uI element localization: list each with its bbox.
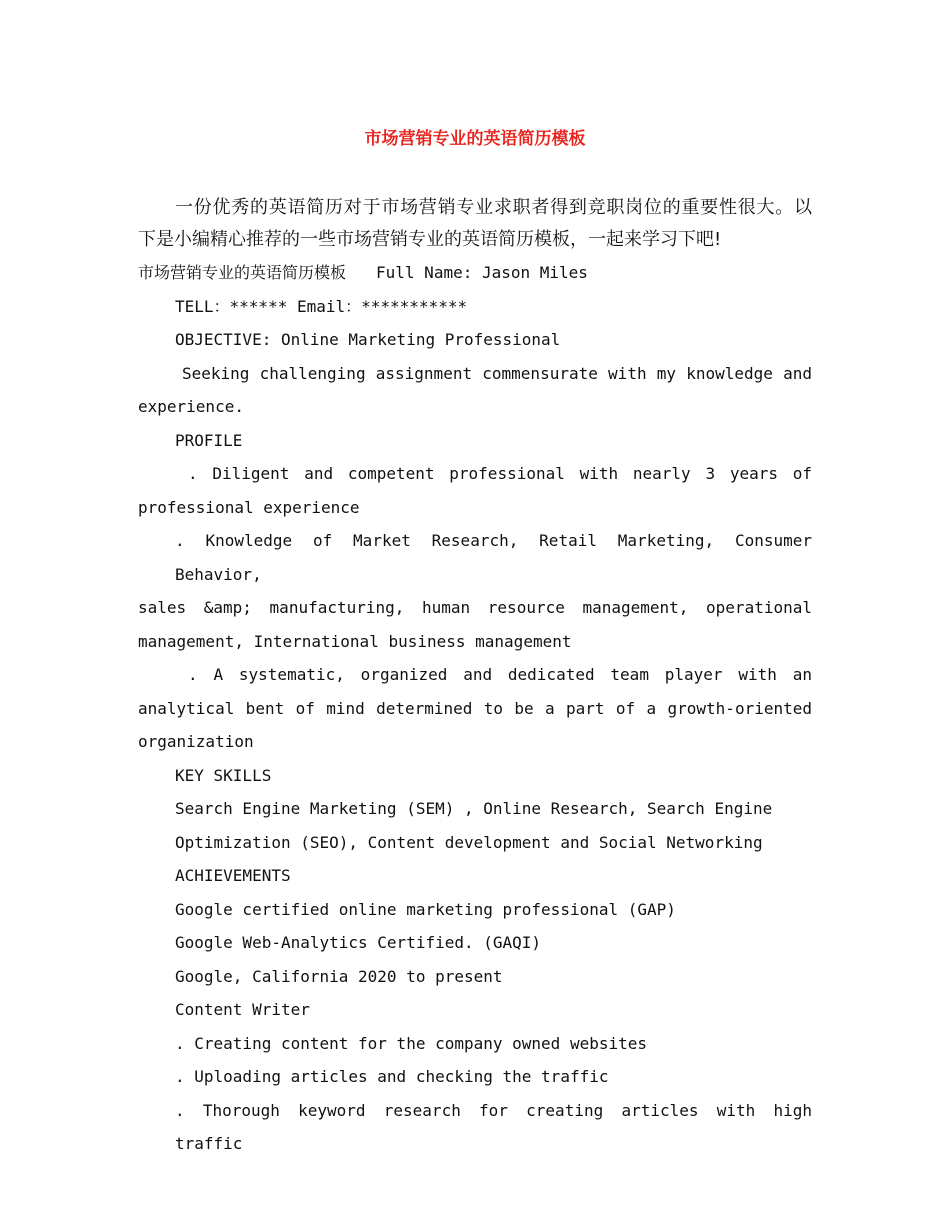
document-body: [138, 192, 812, 1161]
achievement-2: Google Web-Analytics Certified. (GAQI): [175, 933, 542, 952]
profile-heading: PROFILE: [175, 430, 243, 450]
profile-item-3a: . A systematic, organized and dedicated team player with an: [188, 665, 812, 684]
contact-line: TELL：****** Email：***********: [175, 296, 468, 316]
profile-item-1a: . Diligent and competent professional with nearly 3 years of: [188, 464, 812, 483]
objective-text-1: Seeking challenging assignment commensurate with my knowledge and: [182, 363, 812, 383]
achievement-3: Google, California 2020 to present: [175, 966, 503, 986]
subheading-row: [138, 256, 812, 290]
resume-subheading: 市场营销专业的英语简历模板: [138, 263, 347, 282]
duty-1: . Creating content for the company owned websites: [175, 1033, 648, 1053]
role-title: Content Writer: [175, 1000, 310, 1019]
skills-line-2: Optimization (SEO), Content development and Social Networking: [175, 832, 763, 852]
profile-item-2c: management, International business management: [138, 631, 572, 651]
skills-line-1: Search Engine Marketing (SEM) , Online Research, Search Engine: [175, 799, 773, 818]
full-name: Full Name: Jason Miles: [376, 263, 588, 282]
profile-item-2a: . Knowledge of Market Research, Retail Marketing, Consumer Behavior,: [175, 531, 812, 584]
objective-line: OBJECTIVE: Online Marketing Professional: [175, 330, 561, 349]
document-title: 市场营销专业的英语简历模板: [364, 129, 586, 149]
profile-item-1b: professional experience: [138, 497, 360, 517]
intro-line-2: 下是小编精心推荐的一些市场营销专业的英语简历模板，一起来学习下吧!: [138, 229, 722, 250]
profile-item-3b: analytical bent of mind determined to be a part of a growth-oriented: [138, 698, 812, 718]
achievements-heading: ACHIEVEMENTS: [175, 866, 291, 885]
achievement-1: Google certified online marketing professional (GAP): [175, 899, 676, 919]
duty-3: . Thorough keyword research for creating articles with high traffic: [175, 1100, 812, 1153]
duty-2: . Uploading articles and checking the traffic: [175, 1067, 609, 1086]
profile-item-3c: organization: [138, 732, 254, 751]
skills-heading: KEY SKILLS: [175, 765, 272, 785]
objective-text-2: experience.: [138, 397, 244, 416]
intro-line-1: 一份优秀的英语简历对于市场营销专业求职者得到竞职岗位的重要性很大。以: [175, 197, 812, 218]
profile-item-2b: sales &amp; manufacturing, human resource management, operational: [138, 598, 812, 617]
